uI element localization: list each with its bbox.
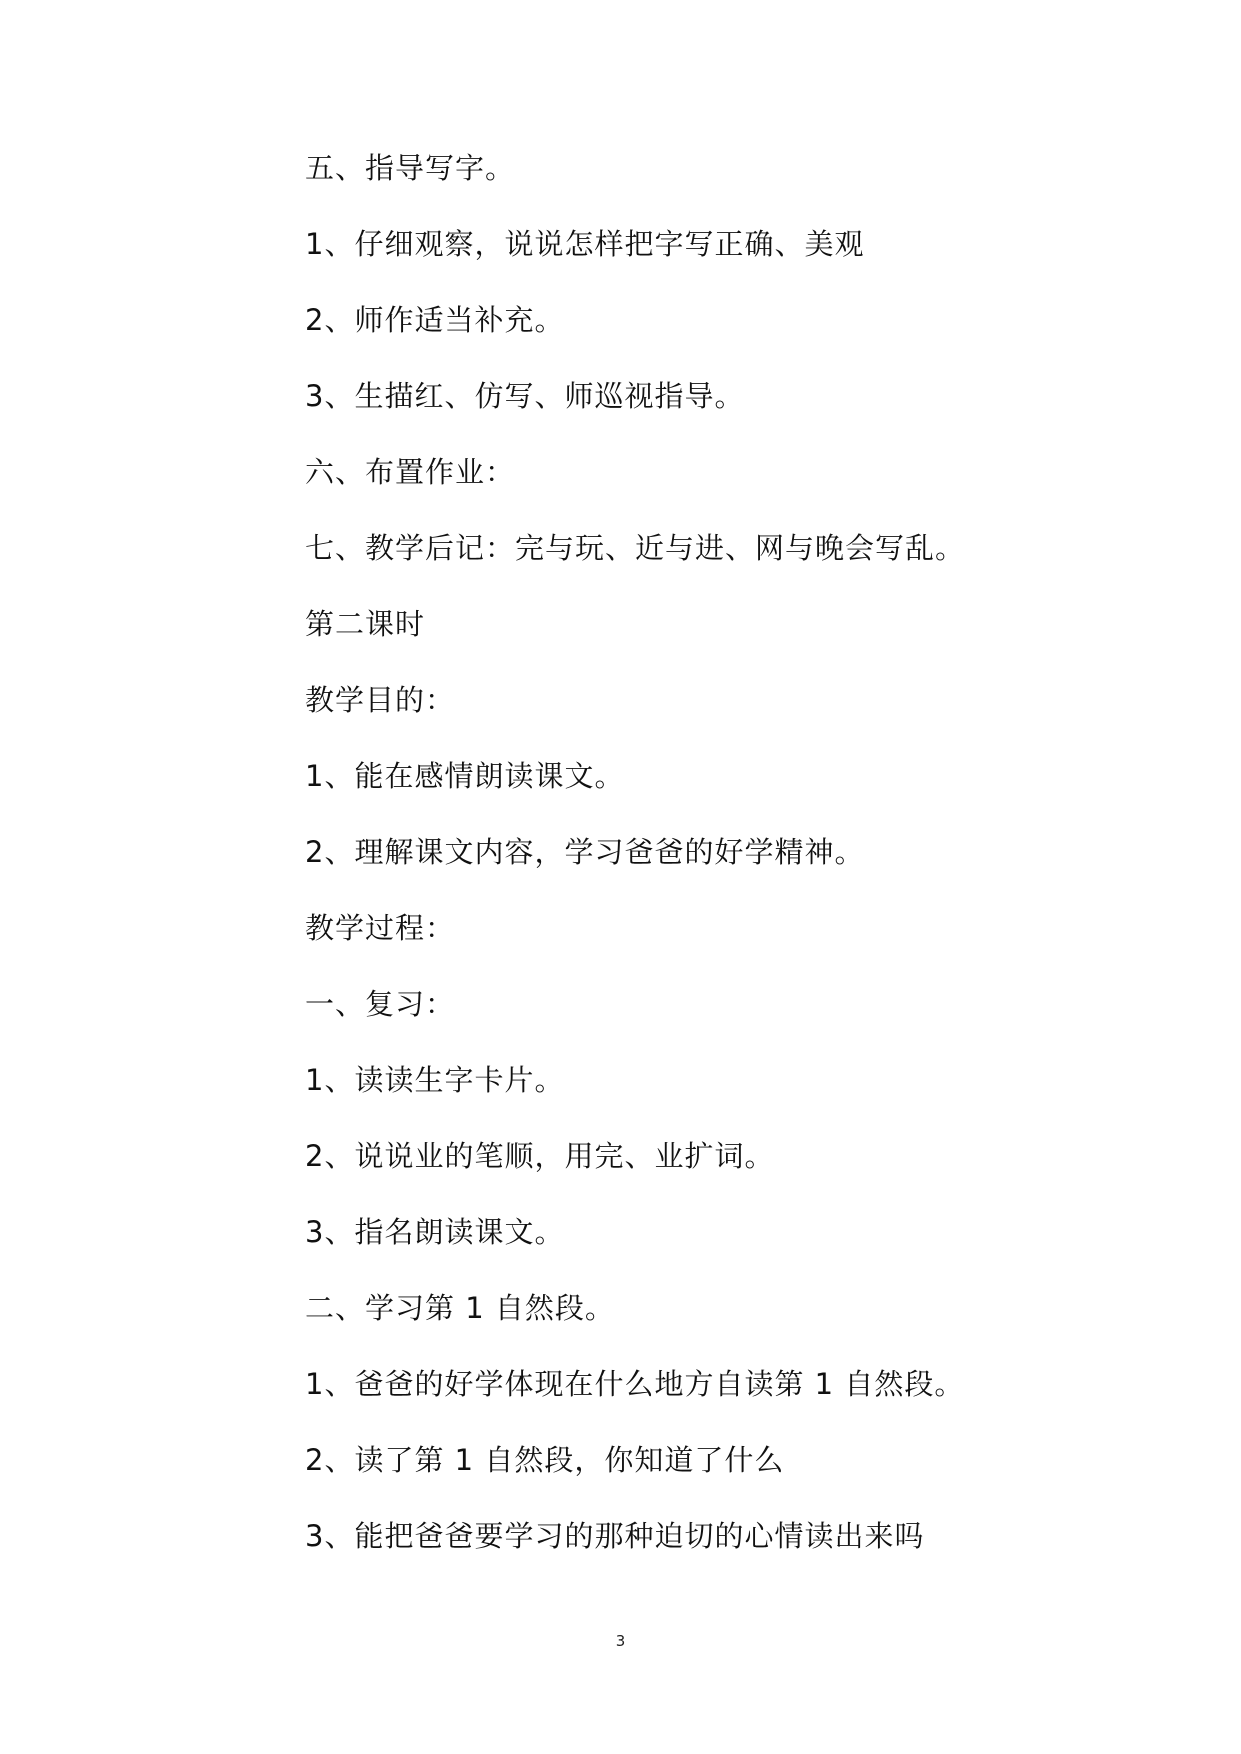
- page-number: 3: [615, 1632, 626, 1650]
- document-body: [305, 148, 1125, 1592]
- section-heading: 六、布置作业：: [305, 455, 516, 489]
- section-heading: 五、指导写字。: [305, 151, 516, 185]
- paragraph: 3、生描红、仿写、师巡视指导。: [305, 379, 745, 413]
- section-heading: 二、学习第 1 自然段。: [305, 1291, 615, 1325]
- paragraph: 3、指名朗读课文。: [305, 1215, 565, 1249]
- paragraph: 2、说说业的笔顺，用完、业扩词。: [305, 1139, 775, 1173]
- paragraph: 2、读了第 1 自然段，你知道了什么: [305, 1443, 785, 1477]
- lesson-title: 第二课时: [305, 607, 426, 641]
- subheading: 教学过程：: [305, 911, 456, 945]
- paragraph: 1、能在感情朗读课文。: [305, 759, 625, 793]
- paragraph: 2、师作适当补充。: [305, 303, 565, 337]
- section-heading: 七、教学后记：完与玩、近与进、网与晚会写乱。: [305, 531, 966, 565]
- paragraph: 2、理解课文内容，学习爸爸的好学精神。: [305, 835, 865, 869]
- paragraph: 3、能把爸爸要学习的那种迫切的心情读出来吗: [305, 1519, 925, 1553]
- paragraph: 1、爸爸的好学体现在什么地方自读第 1 自然段。: [305, 1367, 965, 1401]
- section-heading: 一、复习：: [305, 987, 456, 1021]
- paragraph: 1、仔细观察，说说怎样把字写正确、美观: [305, 227, 865, 261]
- subheading: 教学目的：: [305, 683, 456, 717]
- paragraph: 1、读读生字卡片。: [305, 1063, 565, 1097]
